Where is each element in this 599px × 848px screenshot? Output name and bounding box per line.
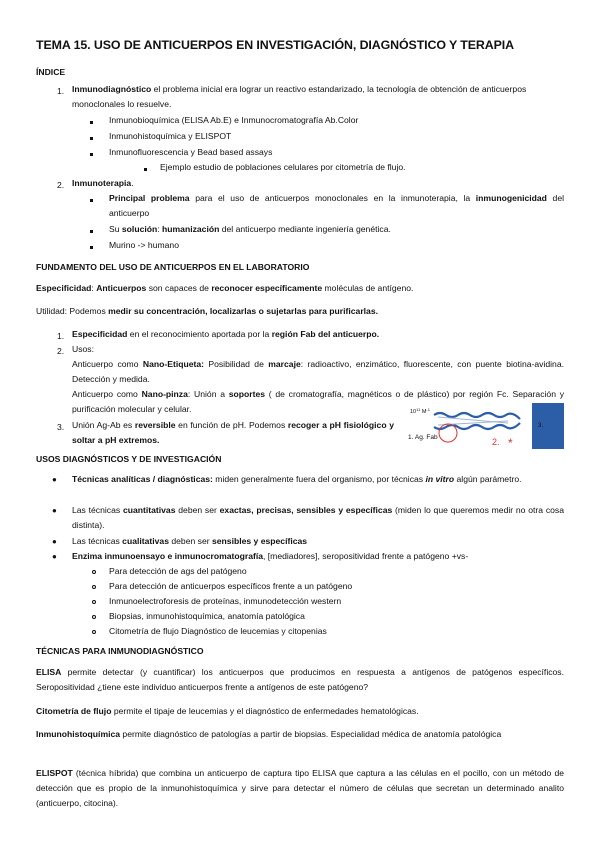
list-item: Citometría de flujo Diagnóstico de leucemias y citopenias [109,626,327,636]
bullet-icon [90,246,93,249]
sub-bullet-icon [92,585,96,589]
bullet-icon [90,121,93,124]
sub-bullet-icon [92,615,96,619]
paragraph-elisa: ELISA permite detectar (y cuantificar) los anticuerpos que producimos en respuesta a antígenos de patógenos específicos. Seropositividad ¿tiene este individuo anticuerpos frente a antígenos de este patógeno? [36,667,564,692]
list-item: Ejemplo estudio de poblaciones celulares por citometría de flujo. [160,162,406,172]
paragraph-especificidad: Especificidad: Anticuerpos son capaces de reconocer específicamente moléculas de antígeno. [36,283,414,293]
antibody-diagram [404,403,564,451]
paragraph-citometria: Citometría de flujo permite el tipaje de leucemias y el diagnóstico de enfermedades hematológicas. [36,706,419,716]
bullet-icon [90,199,93,202]
bullet-icon [90,137,93,140]
support-block [532,403,564,449]
list-item: Su solución: humanización del anticuerpo mediante ingeniería genética. [109,224,391,234]
bullet-icon [90,230,93,233]
list-number: 3. [57,422,65,432]
bullet-icon [144,168,147,171]
section-heading-usos: USOS DIAGNÓSTICOS Y DE INVESTIGACIÓN [36,454,222,464]
bullet-icon: ● [52,552,57,561]
fig-label-fab: 1. Ag. Fab [408,434,438,441]
list-item: Para detección de anticuerpos específicos frente a un patógeno [109,581,353,591]
list-item: Inmunofluorescencia y Bead based assays [109,147,273,157]
sub-bullet-icon [92,570,96,574]
list-item: Inmunoelectroforesis de proteínas, inmunodetección western [109,596,342,606]
list-item: Biopsias, inmunohistoquímica, anatomía patológica [109,611,305,621]
list-item: Inmunohistoquímica y ELISPOT [109,131,232,141]
section-heading-fundamento: FUNDAMENTO DEL USO DE ANTICUERPOS EN EL LABORATORIO [36,262,310,272]
list-item: Las técnicas cuantitativas deben ser exactas, precisas, sensibles y específicas (miden lo que queremos medir no otra cosa distinta). [72,505,564,530]
list-item: Murino -> humano [109,240,179,250]
list-number: 2. [57,180,65,190]
paragraph-inmunohistoquimica: Inmunohistoquímica permite diagnóstico de patologías a partir de biopsias. Especialidad médica de anatomía patológica [36,729,502,739]
list-item: Especificidad en el reconocimiento aportada por la región Fab del anticuerpo. [72,329,380,339]
paragraph-nano-etiqueta: Anticuerpo como Nano-Etiqueta: Posibilidad de marcaje: radioactivo, enzimático, fluorescente, con puente biotina-avidina. Detección y medida. [72,359,565,384]
list-number: 2. [57,346,65,356]
list-item: Enzima inmunoensayo e inmunocromatografía, [mediadores], seropositividad frente a patógeno +vs- [72,551,469,561]
section-heading-tecnicas: TÉCNICAS PARA INMUNODIAGNÓSTICO [36,646,204,656]
svg-text:1011 M-1: $10^{11}$ $M^{-1}$ [410,407,430,415]
sub-bullet-icon [92,630,96,634]
paragraph-elispot: ELISPOT (técnica híbrida) que combina un anticuerpo de captura tipo ELISA que captura a las células en el pocillo, con un método de detección que es propio de la inmunohistoquímica y sirve para detectar el número de células que secretan un determinado analito (anticuerpo, citocina). [36,768,564,808]
fig-label-3: 3. [538,423,544,429]
fig-star: * [508,436,513,450]
sub-bullet-icon [92,600,96,604]
list-item: Principal problema para el uso de anticuerpos monoclonales en la inmunoterapia, la inmunogenicidad del anticuerpo [109,193,565,218]
bullet-icon: ● [52,537,57,546]
list-item: Inmunoterapia. [72,178,134,188]
list-item: Inmunobioquímica (ELISA Ab.E) e Inmunocromatografía Ab.Color [109,115,359,125]
list-number: 1. [57,331,65,341]
antibody-figure [404,403,564,451]
fig-label-2: 2. [492,437,500,447]
bullet-icon [90,153,93,156]
section-heading-indice: ÍNDICE [36,67,66,77]
list-item: Unión Ag-Ab es reversible en función de pH. Podemos recoger a pH fisiológico y soltar a pH extremos. [72,420,394,445]
list-item: Técnicas analíticas / diagnósticas: miden generalmente fuera del organismo, por técnicas in vitro algún parámetro. [72,474,522,484]
page-title: TEMA 15. USO DE ANTICUERPOS EN INVESTIGACIÓN, DIAGNÓSTICO Y TERAPIA [36,38,514,52]
list-item: Para detección de ags del patógeno [109,566,247,576]
paragraph-nano-pinza: Anticuerpo como Nano-pinza: Unión a soportes ( de cromatografía, magnéticos o de plástico) por región Fc. Separación y purificación molecular y celular. [72,389,565,414]
paragraph-utilidad: Utilidad: Podemos medir su concentración, localizarlas o sujetarlas para purificarlas. [36,306,378,316]
list-item: Las técnicas cualitativas deben ser sensibles y específicas [72,536,308,546]
list-item: Usos: [72,344,94,354]
bullet-icon: ● [52,506,57,515]
list-item: Inmunodiagnóstico el problema inicial era lograr un reactivo estandarizado, la tecnología de obtención de anticuerpos monoclonales lo resuelve. [72,84,527,109]
list-number: 1. [57,86,65,96]
bullet-icon: ● [52,475,57,484]
